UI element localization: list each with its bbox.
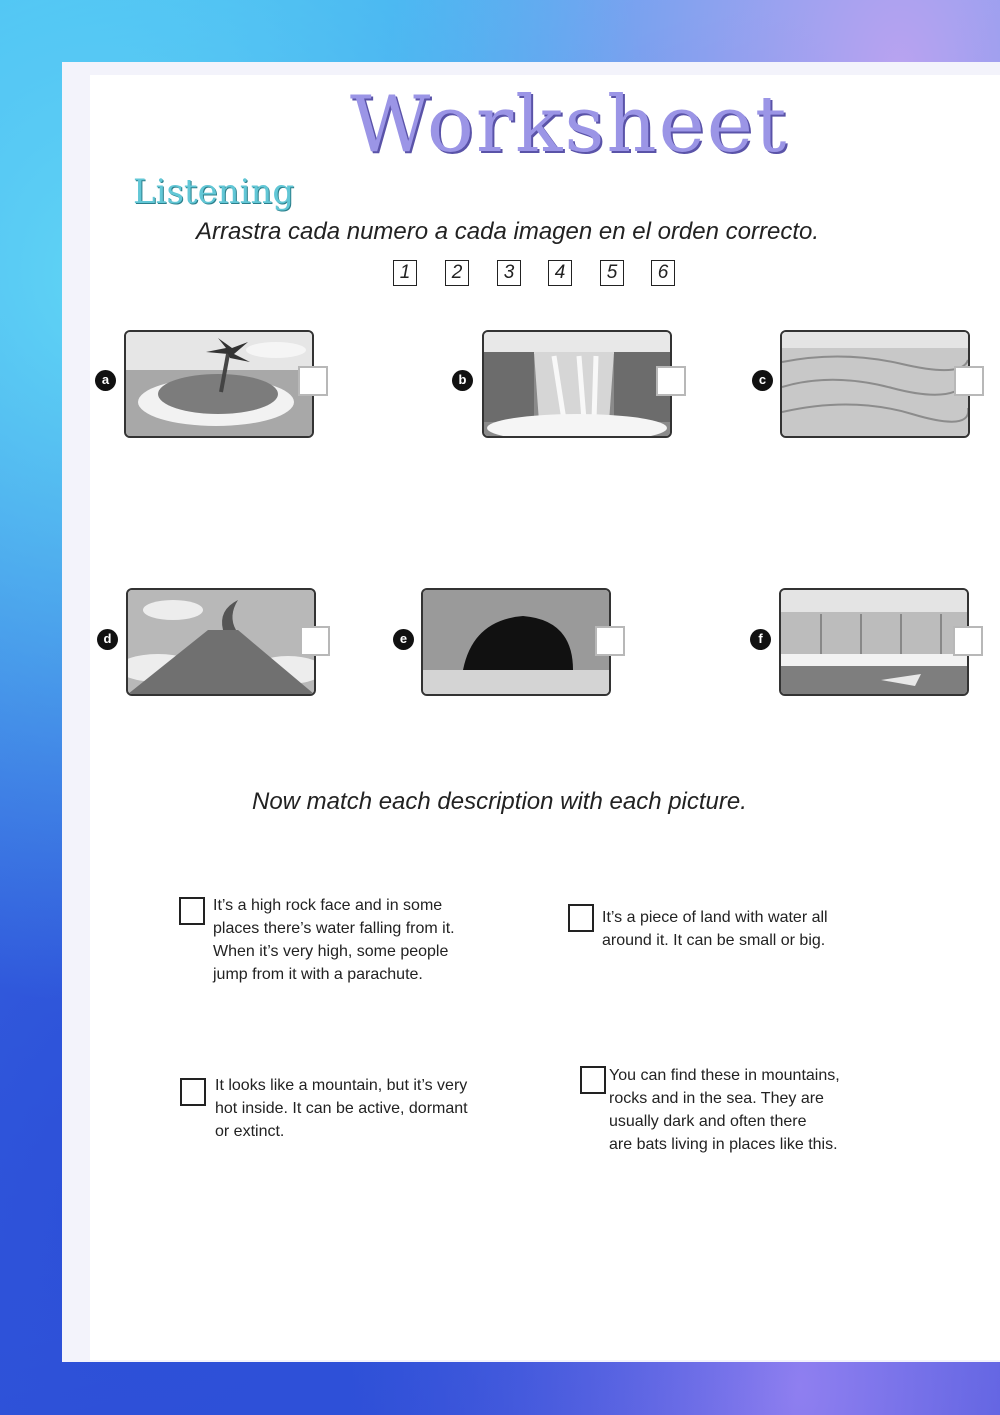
worksheet-page: [90, 75, 1000, 1360]
volcano-illustration: [128, 590, 314, 694]
instruction-text-2: Now match each description with each picture.: [252, 788, 747, 815]
island-illustration: [126, 332, 312, 436]
waterfall-picture: [482, 330, 672, 438]
description-1: It’s a high rock face and in some places there’s water falling from it. When it’s very high, some people jump from it with a parachute.: [213, 897, 455, 983]
waterfall-illustration: [484, 332, 670, 436]
draggable-number-1[interactable]: 1: [393, 260, 417, 286]
draggable-number-5[interactable]: 5: [600, 260, 624, 286]
description-checkbox-2[interactable]: [568, 904, 594, 932]
cave-picture: [421, 588, 611, 696]
answer-box-e[interactable]: [595, 626, 625, 656]
instruction-text: Arrastra cada numero a cada imagen en el orden correcto.: [196, 218, 820, 245]
cave-illustration: [423, 590, 609, 694]
description-4: You can find these in mountains, rocks and in the sea. They are usually dark and often there are bats living in places like this.: [609, 1067, 840, 1153]
cliff-picture: [779, 588, 969, 696]
picture-letter-e: e: [393, 629, 414, 650]
draggable-number-6[interactable]: 6: [651, 260, 675, 286]
answer-box-c[interactable]: [954, 366, 984, 396]
description-checkbox-3[interactable]: [180, 1078, 206, 1106]
page-title: Worksheet: [350, 80, 789, 170]
desert-illustration: [782, 332, 968, 436]
cliff-illustration: [781, 590, 967, 694]
picture-letter-a: a: [95, 370, 116, 391]
answer-box-b[interactable]: [656, 366, 686, 396]
picture-letter-b: b: [452, 370, 473, 391]
section-title: Listening: [133, 172, 295, 212]
picture-letter-c: c: [752, 370, 773, 391]
draggable-number-4[interactable]: 4: [548, 260, 572, 286]
answer-box-a[interactable]: [298, 366, 328, 396]
answer-box-f[interactable]: [953, 626, 983, 656]
draggable-number-2[interactable]: 2: [445, 260, 469, 286]
island-picture: [124, 330, 314, 438]
volcano-picture: [126, 588, 316, 696]
picture-letter-d: d: [97, 629, 118, 650]
description-3: It looks like a mountain, but it’s very hot inside. It can be active, dormant or extinct.: [215, 1077, 468, 1140]
answer-box-d[interactable]: [300, 626, 330, 656]
description-2: It’s a piece of land with water all around it. It can be small or big.: [602, 909, 828, 949]
desert-picture: [780, 330, 970, 438]
description-checkbox-4[interactable]: [580, 1066, 606, 1094]
picture-letter-f: f: [750, 629, 771, 650]
draggable-number-3[interactable]: 3: [497, 260, 521, 286]
description-checkbox-1[interactable]: [179, 897, 205, 925]
